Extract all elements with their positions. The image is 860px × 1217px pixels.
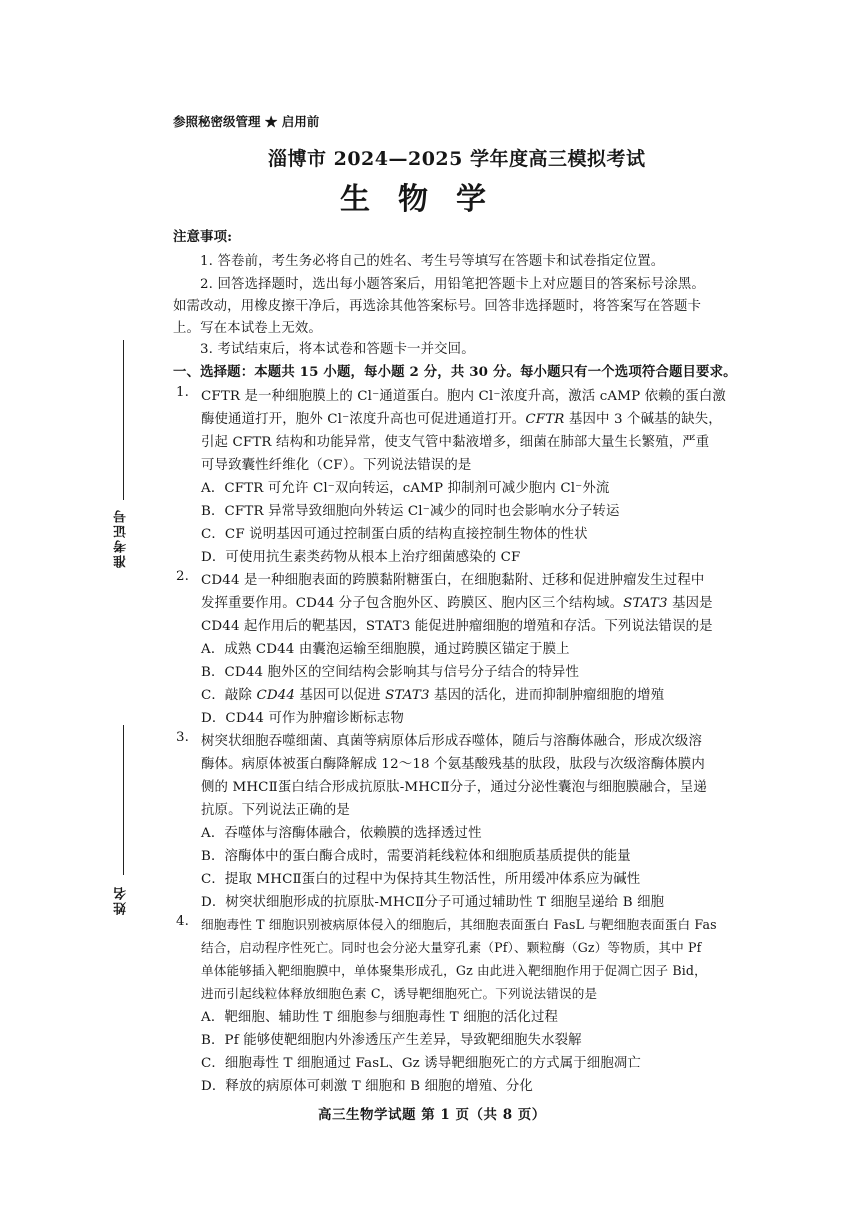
notice-item-3: 3. 考试结束后，将本试卷和答题卡一并交回。	[200, 342, 475, 357]
q3-stem-line-1: 树突状细胞吞噬细菌、真菌等病原体后形成吞噬体，随后与溶酶体融合，形成次级溶	[201, 734, 703, 749]
q4-stem-line-4: 进而引起线粒体释放细胞色素 C，诱导靶细胞死亡。下列说法错误的是	[201, 986, 598, 1001]
q1-stem-line-3: 引起 CFTR 结构和功能异常，使支气管中黏液增多，细菌在肺部大量生长繁殖，严重	[201, 435, 710, 450]
q3-option-b: B．溶酶体中的蛋白酶合成时，需要消耗线粒体和细胞质基质提供的能量	[201, 849, 631, 864]
name-line	[123, 725, 124, 875]
confidential-label: 参照秘密级管理 ★ 启用前	[173, 114, 320, 129]
q2-option-c	[201, 684, 664, 703]
q4-stem-line-3: 单体能够插入靶细胞膜中，单体聚集形成孔，Gz 由此进入靶细胞作用于促凋亡因子 Bid，	[201, 963, 707, 978]
notice-item-2-line-2: 如需改动，用橡皮擦干净后，再选涂其他答案标号。回答非选择题时，将答案写在答题卡	[173, 299, 702, 314]
q4-option-c: C．细胞毒性 T 细胞通过 FasL、Gz 诱导靶细胞死亡的方式属于细胞凋亡	[201, 1056, 641, 1071]
q2-stem-line-2	[201, 592, 713, 611]
q3-option-a: A．吞噬体与溶酶体融合，依赖膜的选择透过性	[201, 826, 482, 841]
q3-stem-line-4: 抗原。下列说法正确的是	[201, 803, 350, 818]
q1-option-d: D．可使用抗生素类药物从根本上治疗细菌感染的 CF	[201, 550, 521, 565]
q3-stem-line-2: 酶体。病原体被蛋白酶降解成 12～18 个氨基酸残基的肽段，肽段与次级溶酶体膜内	[201, 757, 705, 772]
exam-id-label: 准考证号	[114, 508, 129, 568]
q4-stem-line-2: 结合，启动程序性死亡。同时也会分泌大量穿孔素（Pf）、颗粒酶（Gz）等物质，其中 Pf	[201, 940, 702, 955]
q2-option-b: B．CD44 胞外区的空间结构会影响其与信号分子结合的特异性	[201, 665, 579, 680]
q4-stem-line-1: 细胞毒性 T 细胞识别被病原体侵入的细胞后，其细胞表面蛋白 FasL 与靶细胞表面蛋白 Fas	[201, 917, 717, 932]
exam-id-line	[123, 340, 124, 500]
q1-stem-line-2	[201, 408, 722, 427]
q1-stem-line-1: CFTR 是一种细胞膜上的 Cl⁻通道蛋白。胞内 Cl⁻浓度升高，激活 cAMP 依赖的蛋白激	[201, 389, 726, 404]
q3-option-d: D．树突状细胞形成的抗原肽-MHCⅡ分子可通过辅助性 T 细胞呈递给 B 细胞	[201, 895, 665, 910]
q2-option-c-c: 基因可以促进	[295, 688, 386, 703]
notice-item-2-line-3: 上。写在本试卷上无效。	[173, 321, 322, 336]
q1-option-b: B．CFTR 异常导致细胞向外转运 Cl⁻减少的同时也会影响水分子转运	[201, 504, 620, 519]
q2-gene-stat3: STAT3	[623, 596, 668, 611]
q3-number: 3.	[176, 730, 190, 745]
q1-stem-line-2-a: 酶使通道打开，胞外 Cl⁻浓度升高也可促进通道打开。	[201, 412, 526, 427]
q2-option-d: D．CD44 可作为肿瘤诊断标志物	[201, 711, 404, 726]
q4-option-a: A．靶细胞、辅助性 T 细胞参与细胞毒性 T 细胞的活化过程	[201, 1010, 559, 1025]
q2-option-c-gene-cd44: CD44	[256, 688, 296, 703]
q2-stem-line-1: CD44 是一种细胞表面的跨膜黏附糖蛋白，在细胞黏附、迁移和促进肿瘤发生过程中	[201, 573, 705, 588]
q1-option-c: C．CF 说明基因可通过控制蛋白质的结构直接控制生物体的性状	[201, 527, 588, 542]
q2-stem-line-2-c: 基因是	[667, 596, 713, 611]
q1-option-a: A．CFTR 可允许 Cl⁻双向转运，cAMP 抑制剂可减少胞内 Cl⁻外流	[201, 481, 610, 496]
notice-item-2-line-1: 2. 回答选择题时，选出每小题答案后，用铅笔把答题卡上对应题目的答案标号涂黑。	[200, 277, 705, 292]
q1-stem-line-2-c: 基因中 3 个碱基的缺失，	[564, 412, 722, 427]
q3-option-c: C．提取 MHCⅡ蛋白的过程中为保持其生物活性，所用缓冲体系应为碱性	[201, 872, 641, 887]
q1-gene-cftr: CFTR	[525, 412, 565, 427]
notice-item-1: 1. 答卷前，考生务必将自己的姓名、考生号等填写在答题卡和试卷指定位置。	[200, 254, 665, 269]
q2-option-c-a: C．敲除	[201, 688, 257, 703]
q2-number: 2.	[176, 569, 190, 584]
section-1-heading: 一、选择题：本题共 15 小题，每小题 2 分，共 30 分。每小题只有一个选项符合题目要求。	[173, 364, 737, 380]
q1-stem-line-4: 可导致囊性纤维化（CF）。下列说法错误的是	[201, 458, 472, 473]
q2-option-c-e: 基因的活化，进而抑制肿瘤细胞的增殖	[429, 688, 665, 703]
q4-option-b: B．Pf 能够使靶细胞内外渗透压产生差异，导致靶细胞失水裂解	[201, 1033, 582, 1048]
name-label: 姓名	[114, 885, 129, 915]
q4-number: 4.	[176, 914, 190, 929]
q3-stem-line-3: 侧的 MHCⅡ蛋白结合形成抗原肽-MHCⅡ分子，通过分泌性囊泡与细胞膜融合，呈递	[201, 780, 707, 795]
q2-option-c-gene-stat3: STAT3	[385, 688, 430, 703]
exam-title: 淄博市 2024—2025 学年度高三模拟考试	[268, 148, 646, 170]
q2-stem-line-3: CD44 起作用后的靶基因，STAT3 能促进肿瘤细胞的增殖和存活。下列说法错误的是	[201, 619, 713, 634]
q2-stem-line-2-a: 发挥重要作用。CD44 分子包含胞外区、跨膜区、胞内区三个结构域。	[201, 596, 624, 611]
q1-number: 1.	[176, 385, 190, 400]
q2-option-a: A．成熟 CD44 由囊泡运输至细胞膜，通过跨膜区锚定于膜上	[201, 642, 570, 657]
notice-heading: 注意事项:	[173, 229, 233, 245]
subject-title: 生物学	[340, 182, 514, 217]
q4-option-d: D．释放的病原体可刺激 T 细胞和 B 细胞的增殖、分化	[201, 1079, 533, 1094]
page-footer: 高三生物学试题 第 1 页（共 8 页）	[318, 1107, 546, 1123]
